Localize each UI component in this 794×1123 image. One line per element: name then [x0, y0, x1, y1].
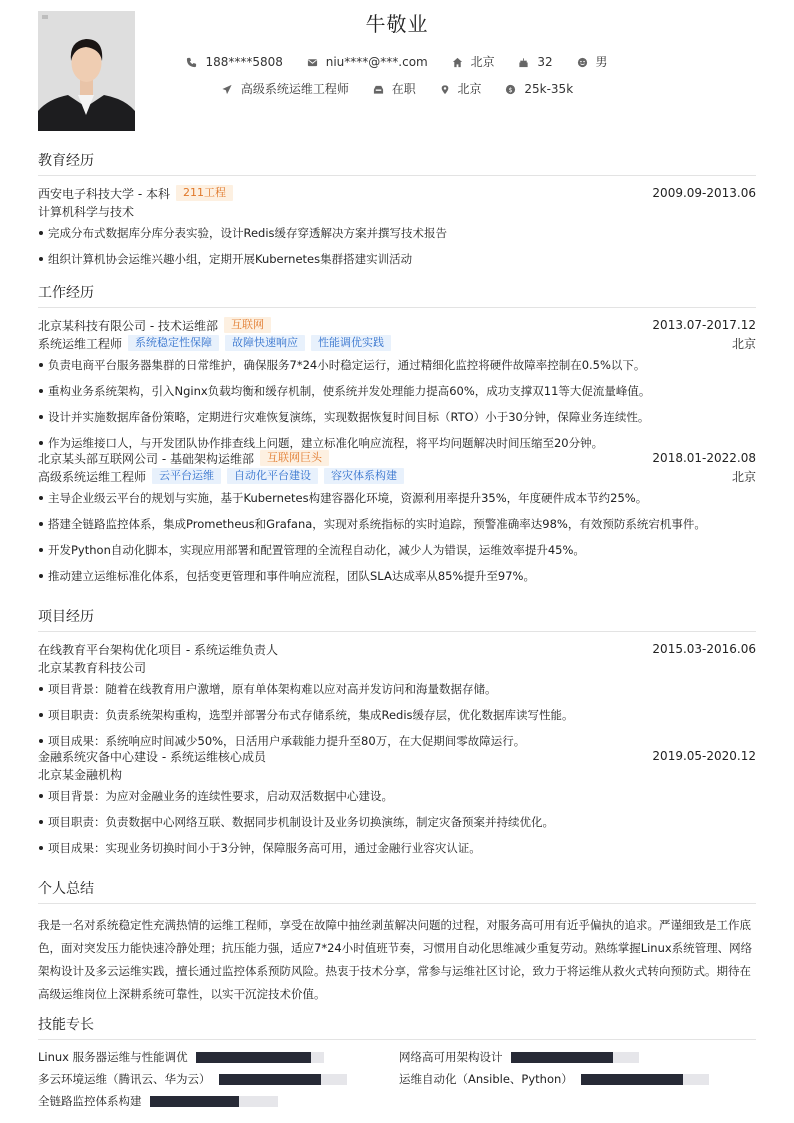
skill-bar — [196, 1052, 324, 1063]
list-item: 项目职责：负责数据中心网络互联、数据同步机制设计及业务切换演练，制定灾备预案并持续优化。 — [38, 809, 756, 835]
education-header — [38, 184, 756, 202]
job-intent-row — [38, 80, 756, 97]
major: 计算机科学与技术 — [38, 204, 135, 219]
education-section — [38, 150, 756, 272]
skill-name: 运维自动化（Ansible、Python） — [399, 1072, 573, 1086]
home-icon — [452, 57, 463, 68]
industry-tag: 互联网 — [224, 317, 271, 333]
work-section — [38, 282, 756, 589]
project-org-line — [38, 765, 756, 783]
list-item: 完成分布式数据库分库分表实验，设计Redis缓存穿透解决方案并撰写技术报告 — [38, 220, 756, 246]
salary-text: 25k-35k — [524, 82, 574, 96]
list-item: 重构业务系统架构，引入Nginx负载均衡和缓存机制，使系统并发处理能力提高60%，成功支撑双11等大促流量峰值。 — [38, 378, 756, 404]
list-item: 项目成果：系统响应时间减少50%，日活用户承载能力提升至80万，在大促期间零故障运行。 — [38, 728, 756, 754]
job-period: 2018.01-2022.08 — [652, 451, 756, 465]
city-text: 北京 — [470, 55, 495, 69]
skills-section — [38, 1014, 756, 1110]
project-bullets — [38, 783, 756, 861]
send-icon — [221, 84, 233, 95]
target-city-text: 北京 — [457, 82, 482, 96]
skill-item — [38, 1048, 399, 1066]
position-text: 高级系统运维工程师 — [240, 82, 349, 96]
list-item: 作为运维接口人，与开发团队协作排查线上问题，建立标准化响应流程，将平均问题解决时间压缩至20分钟。 — [38, 430, 756, 456]
list-item: 项目成果：实现业务切换时间小于3分钟，保障服务高可用，通过金融行业容灾认证。 — [38, 835, 756, 861]
status-text: 在职 — [391, 82, 416, 96]
skill-bar — [150, 1096, 278, 1107]
skill-tag: 云平台运维 — [152, 468, 221, 484]
list-item: 项目背景：随着在线教育用户激增，原有单体架构难以应对高并发访问和海量数据存储。 — [38, 676, 756, 702]
job-bullets — [38, 352, 756, 456]
skill-item — [399, 1048, 756, 1066]
industry-tag: 互联网巨头 — [260, 450, 329, 466]
candidate-name: 牛敬业 — [365, 12, 429, 36]
skill-name: 多云环境运维（腾讯云、华为云） — [38, 1072, 211, 1086]
school-line: 西安电子科技大学 - 本科 — [38, 186, 170, 201]
project-name: 在线教育平台架构优化项目 - 系统运维负责人 — [38, 642, 278, 657]
job-period: 2013.07-2017.12 — [652, 318, 756, 332]
skill-bar-fill — [196, 1052, 311, 1063]
money-icon — [505, 84, 516, 95]
skill-bar — [511, 1052, 639, 1063]
project-entry — [38, 640, 756, 754]
projects-section — [38, 606, 756, 861]
job-bullets — [38, 485, 756, 589]
section-title: 技能专长 — [38, 1014, 756, 1040]
skill-item — [38, 1070, 399, 1088]
company-line: 北京某科技有限公司 - 技术运维部 — [38, 318, 218, 333]
city-info — [452, 53, 495, 70]
section-title: 工作经历 — [38, 282, 756, 308]
skill-tag: 容灾体系构建 — [324, 468, 404, 484]
contact-info-row — [38, 53, 756, 70]
inbox-icon — [373, 84, 384, 95]
phone-icon — [186, 57, 197, 68]
project-period: 2015.03-2016.06 — [652, 642, 756, 656]
list-item: 开发Python自动化脚本，实现应用部署和配置管理的全流程自动化，减少人为错误，运维效率提升45%。 — [38, 537, 756, 563]
project-org: 北京某金融机构 — [38, 767, 123, 782]
list-item: 搭建全链路监控体系，集成Prometheus和Grafana，实现对系统指标的实时追踪，预警准确率达98%，有效预防系统宕机事件。 — [38, 511, 756, 537]
skill-bar-fill — [511, 1052, 613, 1063]
list-item: 组织计算机协会运维兴趣小组，定期开展Kubernetes集群搭建实训活动 — [38, 246, 756, 272]
education-period: 2009.09-2013.06 — [652, 186, 756, 200]
skill-bar — [219, 1074, 347, 1085]
job-role-line — [38, 334, 756, 352]
section-title: 教育经历 — [38, 150, 756, 176]
skill-bar-fill — [581, 1074, 683, 1085]
project-bullets — [38, 676, 756, 754]
face-icon — [577, 57, 588, 68]
job-role: 高级系统运维工程师 — [38, 469, 147, 484]
skill-name: Linux 服务器运维与性能调优 — [38, 1050, 188, 1064]
target-city-info — [440, 80, 482, 97]
section-title: 项目经历 — [38, 606, 756, 632]
position-info — [221, 80, 349, 97]
summary-section — [38, 878, 756, 1006]
school-tag: 211工程 — [176, 185, 233, 201]
job-city: 北京 — [731, 469, 756, 484]
job-entry — [38, 316, 756, 456]
skill-item — [399, 1070, 756, 1088]
phone-text: 188****5808 — [205, 55, 283, 69]
job-role-line — [38, 467, 756, 485]
status-info — [373, 80, 416, 97]
age-info — [518, 55, 552, 69]
email-text: niu****@***.com — [325, 55, 428, 69]
summary-text: 我是一名对系统稳定性充满热情的运维工程师，享受在故障中抽丝剥茧解决问题的过程，对服务高可用有近乎偏执的追求。严谨细致是工作底色，面对突发压力能快速冷静处理；抗压能力强，适应7*24小时值班节奏，习惯用自动化思维减少重复劳动。熟练掌握Linux系统管理、网络架构设计及多云运维实践，擅长通过监控体系预防风险。热衷于技术分享，常参与运维社区讨论，致力于将运维从救火式转向预防式。期待在高级运维岗位上深耕系统可靠性，以实干沉淀技术价值。 — [38, 918, 753, 1001]
salary-info — [505, 82, 573, 96]
company-line: 北京某头部互联网公司 - 基础架构运维部 — [38, 451, 254, 466]
skill-bar-fill — [150, 1096, 240, 1107]
skill-tag: 故障快速响应 — [225, 335, 305, 351]
job-role: 系统运维工程师 — [38, 336, 123, 351]
skill-tag: 性能调优实践 — [311, 335, 391, 351]
svg-text:$: $ — [508, 85, 513, 94]
major-line — [38, 202, 756, 220]
project-period: 2019.05-2020.12 — [652, 749, 756, 763]
skills-grid — [38, 1048, 756, 1110]
phone-info — [186, 55, 282, 69]
list-item: 设计并实施数据库备份策略，定期进行灾难恢复演练，实现数据恢复时间目标（RTO）小于30分钟，保障业务连续性。 — [38, 404, 756, 430]
skill-item — [38, 1092, 399, 1110]
skill-name: 网络高可用架构设计 — [399, 1050, 503, 1064]
job-entry — [38, 449, 756, 589]
project-org-line — [38, 658, 756, 676]
project-entry — [38, 747, 756, 861]
location-pin-icon — [440, 84, 450, 95]
education-bullets — [38, 220, 756, 272]
cake-icon — [518, 57, 529, 68]
mail-icon — [307, 57, 318, 68]
skill-bar-fill — [219, 1074, 321, 1085]
email-info — [307, 55, 428, 69]
job-city: 北京 — [731, 336, 756, 351]
list-item: 推动建立运维标准化体系，包括变更管理和事件响应流程，团队SLA达成率从85%提升至97%。 — [38, 563, 756, 589]
section-title: 个人总结 — [38, 878, 756, 904]
project-header — [38, 640, 756, 658]
project-org: 北京某教育科技公司 — [38, 660, 147, 675]
gender-text: 男 — [595, 55, 608, 69]
list-item: 项目职责：负责系统架构重构，选型并部署分布式存储系统，集成Redis缓存层，优化数据库读写性能。 — [38, 702, 756, 728]
project-name: 金融系统灾备中心建设 - 系统运维核心成员 — [38, 749, 266, 764]
list-item: 负责电商平台服务器集群的日常维护，确保服务7*24小时稳定运行，通过精细化监控将硬件故障率控制在0.5%以下。 — [38, 352, 756, 378]
skill-tag: 自动化平台建设 — [227, 468, 318, 484]
skill-bar — [581, 1074, 709, 1085]
list-item: 项目背景：为应对金融业务的连续性要求，启动双活数据中心建设。 — [38, 783, 756, 809]
gender-info — [577, 53, 608, 70]
skill-tag: 系统稳定性保障 — [128, 335, 219, 351]
skill-name: 全链路监控体系构建 — [38, 1094, 142, 1108]
list-item: 主导企业级云平台的规划与实施，基于Kubernetes构建容器化环境，资源利用率提升35%，年度硬件成本节约25%。 — [38, 485, 756, 511]
job-header — [38, 316, 756, 334]
age-text: 32 — [537, 55, 553, 69]
